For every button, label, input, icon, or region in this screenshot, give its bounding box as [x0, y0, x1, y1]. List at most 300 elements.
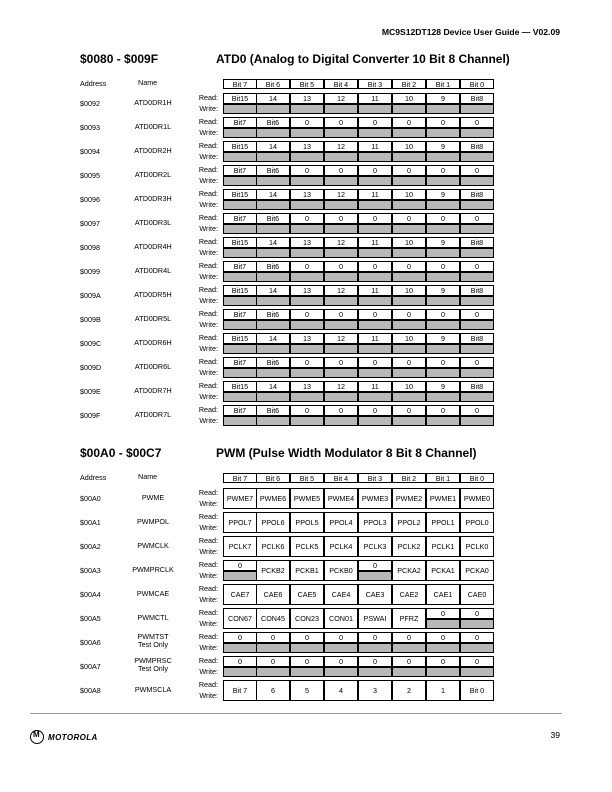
write-unimplemented-cell	[223, 667, 257, 677]
read-write-value-cell: PPOL7	[223, 512, 257, 533]
write-unimplemented-cell	[392, 248, 426, 258]
register-name-line: ATD0DR3L	[134, 218, 172, 227]
read-value-cell: 13	[290, 381, 324, 392]
write-unimplemented-cell	[223, 416, 257, 426]
read-write-value-cell: 5	[290, 680, 324, 701]
read-value-cell: Bit6	[256, 213, 290, 224]
register-name-line: ATD0DR6L	[134, 362, 172, 371]
read-value-cell: Bit15	[223, 93, 257, 104]
write-unimplemented-cell	[460, 320, 494, 330]
register-address: $009D	[80, 363, 102, 372]
register-name-line: PWMCLK	[137, 541, 169, 550]
bit-header: Bit 0	[460, 473, 494, 483]
read-write-value-cell: PCKB1	[290, 560, 324, 581]
register-address: $0094	[80, 147, 100, 156]
read-value-cell: 0	[426, 632, 460, 643]
write-unimplemented-cell	[256, 128, 290, 138]
write-unimplemented-cell	[223, 320, 257, 330]
write-unimplemented-cell	[358, 643, 392, 653]
register-name	[118, 195, 188, 203]
write-unimplemented-cell	[290, 128, 324, 138]
write-unimplemented-cell	[256, 152, 290, 162]
read-write-value-cell: PWME2	[392, 488, 426, 509]
write-unimplemented-cell	[324, 152, 358, 162]
read-value-cell: 11	[358, 141, 392, 152]
read-value-cell: 0	[290, 357, 324, 368]
read-value-cell: 11	[358, 237, 392, 248]
read-value-cell: 0	[426, 608, 460, 619]
read-value-cell: 0	[426, 261, 460, 272]
read-value-cell: Bit7	[223, 165, 257, 176]
read-value-cell: 0	[358, 213, 392, 224]
read-write-value-cell: PCKB0	[324, 560, 358, 581]
read-value-cell: Bit7	[223, 309, 257, 320]
register-name	[118, 590, 188, 598]
read-write-value-cell: CAE5	[290, 584, 324, 605]
read-write-value-cell: PCLK7	[223, 536, 257, 557]
read-value-cell: 0	[460, 165, 494, 176]
read-write-value-cell: PCLK6	[256, 536, 290, 557]
write-label: Write:	[199, 619, 218, 628]
write-unimplemented-cell	[392, 296, 426, 306]
write-unimplemented-cell	[358, 176, 392, 186]
write-unimplemented-cell	[460, 619, 494, 629]
write-unimplemented-cell	[223, 176, 257, 186]
register-address: $0098	[80, 243, 100, 252]
read-write-value-cell: CAE6	[256, 584, 290, 605]
register-address: $009E	[80, 387, 101, 396]
write-unimplemented-cell	[324, 224, 358, 234]
read-value-cell: 9	[426, 381, 460, 392]
read-value-cell: Bit7	[223, 405, 257, 416]
read-value-cell: 0	[290, 309, 324, 320]
column-header-address: Address	[80, 79, 107, 88]
write-unimplemented-cell	[256, 248, 290, 258]
write-unimplemented-cell	[358, 296, 392, 306]
read-write-value-cell: PCLK3	[358, 536, 392, 557]
register-address: $00A0	[80, 494, 101, 503]
register-name-line: ATD0DR1H	[134, 98, 172, 107]
register-address: $009F	[80, 411, 101, 420]
bit-header: Bit 3	[358, 79, 392, 89]
column-header-name: Name	[138, 78, 158, 87]
register-address: $00A8	[80, 686, 101, 695]
read-label: Read:	[198, 656, 218, 665]
read-value-cell: 14	[256, 237, 290, 248]
write-unimplemented-cell	[426, 344, 460, 354]
read-label: Read:	[198, 680, 218, 689]
read-value-cell: 0	[290, 405, 324, 416]
register-address: $00A6	[80, 638, 101, 647]
read-write-value-cell: Bit 7	[223, 680, 257, 701]
write-label: Write:	[199, 344, 218, 353]
write-unimplemented-cell	[290, 200, 324, 210]
write-unimplemented-cell	[392, 152, 426, 162]
write-unimplemented-cell	[358, 416, 392, 426]
read-value-cell: Bit6	[256, 405, 290, 416]
write-unimplemented-cell	[324, 104, 358, 114]
read-value-cell: 9	[426, 189, 460, 200]
read-value-cell: 0	[324, 656, 358, 667]
register-name	[118, 566, 188, 574]
write-unimplemented-cell	[290, 296, 324, 306]
write-label: Write:	[199, 595, 218, 604]
bit-header: Bit 2	[392, 79, 426, 89]
read-value-cell: 12	[324, 189, 358, 200]
read-write-value-cell: PWME5	[290, 488, 324, 509]
read-value-cell: 0	[426, 165, 460, 176]
write-label: Write:	[199, 128, 218, 137]
read-value-cell: Bit15	[223, 381, 257, 392]
write-label: Write:	[199, 571, 218, 580]
read-value-cell: Bit7	[223, 261, 257, 272]
write-unimplemented-cell	[392, 272, 426, 282]
read-write-value-cell: 4	[324, 680, 358, 701]
write-unimplemented-cell	[290, 152, 324, 162]
write-unimplemented-cell	[290, 368, 324, 378]
read-label: Read:	[198, 93, 218, 102]
read-value-cell: 14	[256, 189, 290, 200]
read-value-cell: 11	[358, 93, 392, 104]
read-value-cell: 13	[290, 93, 324, 104]
bit-header: Bit 5	[290, 79, 324, 89]
write-unimplemented-cell	[256, 392, 290, 402]
read-write-value-cell: PPOL3	[358, 512, 392, 533]
register-name-line: PWME	[141, 493, 165, 502]
write-unimplemented-cell	[426, 368, 460, 378]
write-unimplemented-cell	[256, 296, 290, 306]
write-unimplemented-cell	[223, 128, 257, 138]
register-name	[118, 171, 188, 179]
write-unimplemented-cell	[358, 152, 392, 162]
read-write-value-cell: PPOL0	[460, 512, 494, 533]
section-range: $00A0 - $00C7	[80, 446, 162, 460]
write-unimplemented-cell	[290, 320, 324, 330]
read-value-cell: 0	[324, 261, 358, 272]
read-value-cell: 10	[392, 141, 426, 152]
read-value-cell: 0	[426, 213, 460, 224]
read-value-cell: Bit7	[223, 117, 257, 128]
write-unimplemented-cell	[426, 200, 460, 210]
write-unimplemented-cell	[392, 368, 426, 378]
read-value-cell: 0	[256, 632, 290, 643]
write-unimplemented-cell	[290, 176, 324, 186]
register-name-line: PWMCTL	[137, 613, 169, 622]
read-write-value-cell: PWME0	[460, 488, 494, 509]
read-write-value-cell: PCLK0	[460, 536, 494, 557]
bit-header: Bit 5	[290, 473, 324, 483]
register-name	[118, 123, 188, 131]
bit-header: Bit 1	[426, 473, 460, 483]
write-unimplemented-cell	[256, 176, 290, 186]
write-unimplemented-cell	[223, 200, 257, 210]
read-value-cell: 0	[460, 608, 494, 619]
read-value-cell: Bit8	[460, 237, 494, 248]
write-unimplemented-cell	[392, 643, 426, 653]
register-address: $009B	[80, 315, 101, 324]
logo-text: MOTOROLA	[48, 732, 98, 742]
write-unimplemented-cell	[392, 416, 426, 426]
write-unimplemented-cell	[426, 128, 460, 138]
register-name	[118, 614, 188, 622]
write-unimplemented-cell	[324, 416, 358, 426]
write-label: Write:	[199, 296, 218, 305]
write-unimplemented-cell	[324, 128, 358, 138]
read-value-cell: Bit15	[223, 285, 257, 296]
read-write-value-cell: PPOL5	[290, 512, 324, 533]
write-label: Write:	[199, 691, 218, 700]
write-unimplemented-cell	[426, 104, 460, 114]
read-value-cell: 9	[426, 141, 460, 152]
read-write-value-cell: CAE1	[426, 584, 460, 605]
read-value-cell: 0	[358, 656, 392, 667]
register-name	[118, 147, 188, 155]
write-unimplemented-cell	[223, 392, 257, 402]
section-title: PWM (Pulse Width Modulator 8 Bit 8 Channel)	[216, 446, 477, 460]
write-unimplemented-cell	[358, 344, 392, 354]
read-label: Read:	[198, 237, 218, 246]
read-write-value-cell: CAE4	[324, 584, 358, 605]
read-value-cell: Bit6	[256, 309, 290, 320]
write-unimplemented-cell	[358, 320, 392, 330]
register-address: $00A7	[80, 662, 101, 671]
write-label: Write:	[199, 667, 218, 676]
read-value-cell: 0	[324, 357, 358, 368]
write-unimplemented-cell	[358, 104, 392, 114]
read-value-cell: 0	[358, 309, 392, 320]
write-unimplemented-cell	[223, 643, 257, 653]
read-value-cell: 12	[324, 285, 358, 296]
register-name	[118, 518, 188, 526]
register-name-line: PWMPRSC	[134, 656, 172, 665]
write-unimplemented-cell	[324, 176, 358, 186]
write-unimplemented-cell	[324, 368, 358, 378]
write-label: Write:	[199, 200, 218, 209]
read-write-value-cell: PPOL6	[256, 512, 290, 533]
write-unimplemented-cell	[392, 224, 426, 234]
register-name	[118, 219, 188, 227]
read-value-cell: 0	[324, 309, 358, 320]
read-label: Read:	[198, 261, 218, 270]
write-label: Write:	[199, 499, 218, 508]
read-value-cell: 0	[358, 117, 392, 128]
register-address: $00A2	[80, 542, 101, 551]
write-unimplemented-cell	[358, 392, 392, 402]
register-name-line: Test Only	[138, 664, 168, 673]
read-value-cell: 0	[426, 656, 460, 667]
read-value-cell: 0	[290, 261, 324, 272]
write-unimplemented-cell	[223, 248, 257, 258]
write-label: Write:	[199, 248, 218, 257]
read-value-cell: 12	[324, 381, 358, 392]
write-unimplemented-cell	[256, 667, 290, 677]
write-unimplemented-cell	[223, 344, 257, 354]
write-unimplemented-cell	[256, 224, 290, 234]
read-value-cell: 0	[392, 165, 426, 176]
read-value-cell: 14	[256, 285, 290, 296]
read-value-cell: 0	[426, 117, 460, 128]
read-value-cell: Bit6	[256, 357, 290, 368]
read-label: Read:	[198, 285, 218, 294]
bit-header: Bit 7	[223, 79, 257, 89]
register-name	[118, 542, 188, 550]
read-write-value-cell: PWME6	[256, 488, 290, 509]
read-value-cell: Bit8	[460, 381, 494, 392]
read-write-value-cell: PCKA0	[460, 560, 494, 581]
read-value-cell: 0	[392, 632, 426, 643]
bit-header: Bit 4	[324, 473, 358, 483]
register-name	[118, 363, 188, 371]
read-write-value-cell: CAE3	[358, 584, 392, 605]
read-value-cell: Bit6	[256, 117, 290, 128]
read-value-cell: Bit15	[223, 237, 257, 248]
write-unimplemented-cell	[256, 200, 290, 210]
write-label: Write:	[199, 176, 218, 185]
register-name-line: ATD0DR7L	[134, 410, 172, 419]
read-value-cell: 12	[324, 237, 358, 248]
write-unimplemented-cell	[460, 248, 494, 258]
write-unimplemented-cell	[460, 368, 494, 378]
read-write-value-cell: PCLK2	[392, 536, 426, 557]
read-label: Read:	[198, 536, 218, 545]
write-unimplemented-cell	[460, 392, 494, 402]
column-header-address: Address	[80, 473, 107, 482]
register-name	[118, 657, 188, 673]
read-write-value-cell: CON01	[324, 608, 358, 629]
read-value-cell: 0	[256, 656, 290, 667]
read-value-cell: 13	[290, 237, 324, 248]
write-unimplemented-cell	[290, 104, 324, 114]
read-value-cell: Bit6	[256, 165, 290, 176]
read-label: Read:	[198, 381, 218, 390]
write-unimplemented-cell	[392, 667, 426, 677]
write-label: Write:	[199, 104, 218, 113]
bit-header: Bit 6	[256, 473, 290, 483]
write-unimplemented-cell	[324, 296, 358, 306]
register-name-line: ATD0DR5L	[134, 314, 172, 323]
bit-header: Bit 4	[324, 79, 358, 89]
bit-header: Bit 6	[256, 79, 290, 89]
read-write-value-cell: CON67	[223, 608, 257, 629]
read-value-cell: 12	[324, 333, 358, 344]
write-unimplemented-cell	[460, 104, 494, 114]
read-value-cell: 11	[358, 333, 392, 344]
write-unimplemented-cell	[460, 416, 494, 426]
register-address: $009A	[80, 291, 101, 300]
read-value-cell: Bit7	[223, 357, 257, 368]
read-value-cell: 14	[256, 333, 290, 344]
footer-divider	[30, 713, 562, 714]
write-unimplemented-cell	[426, 152, 460, 162]
write-unimplemented-cell	[460, 296, 494, 306]
read-value-cell: 9	[426, 237, 460, 248]
column-header-name: Name	[138, 472, 158, 481]
read-value-cell: 0	[290, 632, 324, 643]
write-unimplemented-cell	[290, 224, 324, 234]
read-value-cell: Bit7	[223, 213, 257, 224]
read-value-cell: 0	[460, 632, 494, 643]
write-unimplemented-cell	[460, 128, 494, 138]
read-value-cell: 0	[223, 560, 257, 571]
read-value-cell: 0	[460, 357, 494, 368]
write-unimplemented-cell	[426, 416, 460, 426]
motorola-icon	[30, 730, 44, 744]
register-name	[118, 291, 188, 299]
register-address: $0097	[80, 219, 100, 228]
read-write-value-cell: CON23	[290, 608, 324, 629]
read-value-cell: 0	[392, 213, 426, 224]
read-value-cell: 0	[358, 165, 392, 176]
write-unimplemented-cell	[358, 667, 392, 677]
register-name	[118, 267, 188, 275]
write-unimplemented-cell	[358, 368, 392, 378]
read-write-value-cell: CAE7	[223, 584, 257, 605]
bit-header: Bit 7	[223, 473, 257, 483]
write-unimplemented-cell	[358, 200, 392, 210]
write-unimplemented-cell	[290, 667, 324, 677]
register-address: $00A4	[80, 590, 101, 599]
read-value-cell: 0	[460, 213, 494, 224]
register-name-line: ATD0DR5H	[134, 290, 172, 299]
register-name	[118, 315, 188, 323]
register-name-line: PWMSCLA	[134, 685, 172, 694]
read-value-cell: 0	[426, 405, 460, 416]
read-value-cell: 9	[426, 285, 460, 296]
write-unimplemented-cell	[426, 224, 460, 234]
write-unimplemented-cell	[460, 344, 494, 354]
write-label: Write:	[199, 416, 218, 425]
register-name-line: ATD0DR6H	[134, 338, 172, 347]
register-address: $0092	[80, 99, 100, 108]
write-label: Write:	[199, 272, 218, 281]
read-value-cell: Bit8	[460, 189, 494, 200]
read-value-cell: 0	[358, 560, 392, 571]
write-unimplemented-cell	[256, 272, 290, 282]
register-name-line: PWMPOL	[137, 517, 169, 526]
read-value-cell: 0	[358, 632, 392, 643]
read-value-cell: 10	[392, 237, 426, 248]
read-value-cell: Bit15	[223, 333, 257, 344]
register-name-line: ATD0DR3H	[134, 194, 172, 203]
read-value-cell: 12	[324, 93, 358, 104]
write-unimplemented-cell	[324, 272, 358, 282]
write-unimplemented-cell	[358, 224, 392, 234]
register-name	[118, 387, 188, 395]
write-label: Write:	[199, 643, 218, 652]
write-unimplemented-cell	[358, 128, 392, 138]
read-value-cell: 10	[392, 285, 426, 296]
write-unimplemented-cell	[392, 200, 426, 210]
read-value-cell: Bit8	[460, 285, 494, 296]
register-name-line: PWMPRCLK	[132, 565, 174, 574]
register-address: $0093	[80, 123, 100, 132]
write-unimplemented-cell	[290, 392, 324, 402]
read-value-cell: 0	[324, 213, 358, 224]
write-unimplemented-cell	[460, 176, 494, 186]
read-value-cell: 14	[256, 141, 290, 152]
read-value-cell: 0	[426, 357, 460, 368]
write-label: Write:	[199, 320, 218, 329]
write-unimplemented-cell	[426, 296, 460, 306]
read-value-cell: 0	[324, 632, 358, 643]
read-label: Read:	[198, 632, 218, 641]
read-value-cell: 0	[290, 165, 324, 176]
register-address: $00A1	[80, 518, 101, 527]
write-label: Write:	[199, 523, 218, 532]
read-value-cell: 0	[290, 117, 324, 128]
read-label: Read:	[198, 189, 218, 198]
read-write-value-cell: CON45	[256, 608, 290, 629]
